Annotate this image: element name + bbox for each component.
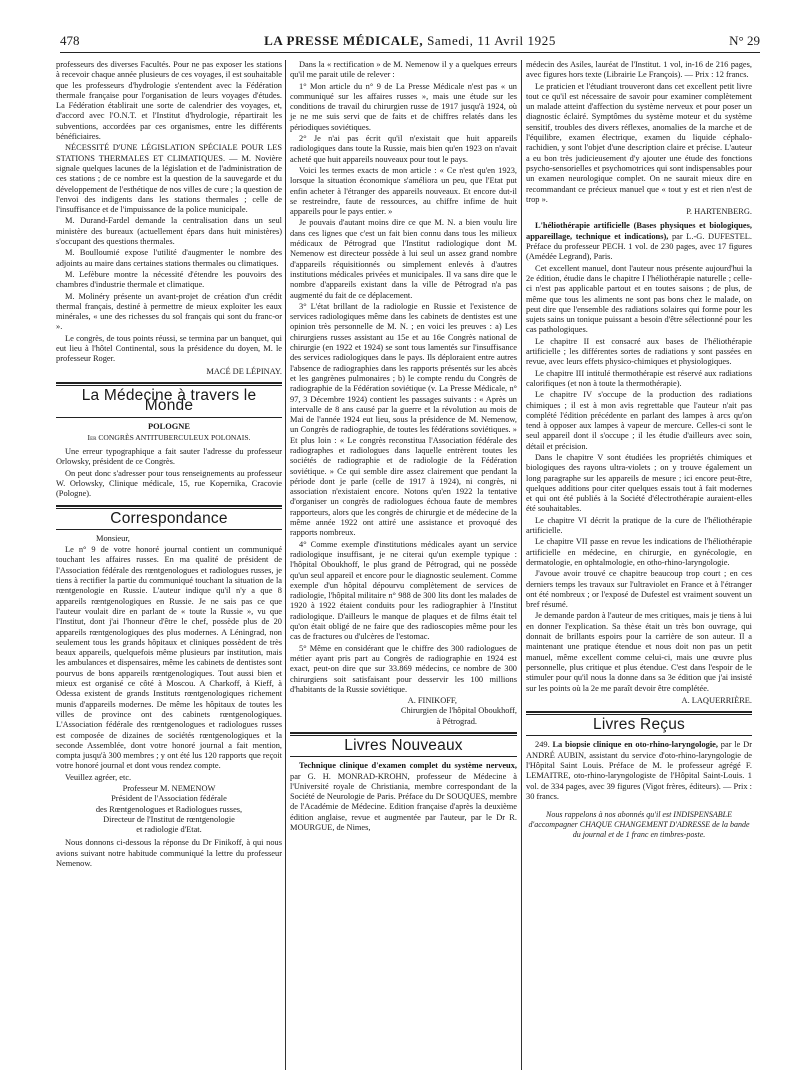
signature-line: Président de l'Association fédérale [111,794,227,804]
signature-line: des Rœntgenologues et Radiologues russes, [95,804,243,814]
paragraph: Cet excellent manuel, dont l'auteur nous présente aujourd'hui la 2e édition, étudie dans le chapitre I l'héliothérapie naturelle ; celle-ci n'est pas applicable partout et en toutes saisons ; de plus, de même que tous les aliments ne sont pas bons chez le malade, on peut dire que l'ensemble des radiations solaires qui forme pour les sujets sains un tonique puissant a besoin d'être sélectionné pour les cas pathologiques. [526,263,752,335]
book-entry [290,761,517,833]
issue-date: Samedi, 11 Avril 1925 [427,33,556,48]
paragraph: Je demande pardon à l'auteur de mes critiques, mais je tiens à lui en donner l'explication. Sa thèse était un très bon ouvrage, qui donnait de brillants espoirs pour la carrière de son auteur. Il a maintenant une pratique étendue et nous doit non pas un petit manuel, même excellent comme celui-ci, mais une œuvre plus personnelle, plus critique et plus étendue. C'est dans l'espoir de le stimuler pour qu'il nous la donne dans sa 3e édition que j'ai insisté sur les points où la 2e me paraît devoir être complétée. [526,611,752,693]
closing: Veuillez agréer, etc. [65,772,132,782]
column-divider [521,60,522,1070]
section-heading: La Médecine à travers le Monde [81,386,257,415]
signature-line: Chirurgien de l'hôpital Oboukhoff, [400,706,517,716]
paragraph: Dans la « rectification » de M. Nemenow il y a quelques erreurs qu'il me parait utile de relever : [290,60,517,80]
section-rule [56,385,282,386]
paragraph: Voici les termes exacts de mon article : « Ce n'est qu'en 1923, lorsque la situation économique s'améliora un peu, que l'Etat put enfin acheter à l'étranger des appareils nouveaux. Et encore dut-il se restreindre, faute de ressources, au chiffre infime de huit appareils pour le pays entier. » [290,165,517,217]
paragraph: 2° Je n'ai pas écrit qu'il n'existait que huit appareils radiologiques dans toute la Russie, mais bien qu'en 1923 on n'avait acheté que huit appareils nouveaux pour tout le pays. [290,134,517,164]
paragraph: M. Durand-Fardel demande la centralisation dans un seul ministère des bureaux (actuellement épars dans huit ministères) s'occupant des questions thermales. [56,216,282,247]
section-heading: Correspondance [110,509,228,527]
paragraph: Le chapitre III intitulé thermothérapie est réservé aux radiations calorifiques (et non à toute la thermothérapie). [526,368,752,388]
book-title: La biopsie clinique en oto-rhino-laryngologie, [552,740,718,750]
congress-heading: Ier CONGRÈS ANTITUBERCULEUX POLONAIS. [87,432,251,442]
author-signature: A. LAQUERRIÈRE. [681,695,752,705]
column-divider [285,60,286,1070]
book-details: par L.-G. DUFESTEL. Préface du professeur PECH. 1 vol. de 230 pages, avec 17 figures (Amédée Legrand), Paris. [526,231,752,262]
paragraph: 1° Mon article du n° 9 de La Presse Médicale n'est pas « un communiqué sur les affaires russes », mais une étude sur les conditions de travail du chirurgien russe de 1917 jusqu'à 1924, où je ne me suis servi que de faits et de chiffres relatés dans les périodiques soviétiques. [290,81,517,132]
journal-title: LA PRESSE MÉDICALE, [264,33,424,48]
section-rule [526,711,752,713]
issue-number: N° 29 [729,33,760,48]
page-number: 478 [60,33,80,48]
paragraph: 5° Même en considérant que le chiffre des 300 radiologues de métier ayant pris part au Congrès de radiographie en 1924 est exact, peut-on dire que sur 33.869 médecins, ce nombre de 300 chirurgiens soit satisfaisant pour desservir les 100 millions d'habitants de la Russie soviétique. [290,643,517,694]
received-book-entry [526,740,752,802]
country-heading: POLOGNE [148,421,190,431]
author-signature: MACÉ DE LÉPINAY. [206,366,282,376]
paragraph: médecin des Asiles, lauréat de l'Institut. 1 vol, in-16 de 216 pages, avec figures hors texte (Librairie Le François). — Prix : 12 francs. [526,60,752,80]
signature-line: Professeur M. NEMENOW [122,784,216,793]
paragraph: M. Molinéry présente un avant-projet de création d'un crédit thermal français, destiné à permettre de mieux exploiter les eaux minérales, « une des richesses du sol français qui sont du franc-or ». [56,291,282,332]
paragraph: On peut donc s'adresser pour tous renseignements au professeur W. Orlowsky, Clinique médicale, 15, rue Kopernika, Cracovie (Pologne). [56,468,282,499]
section-rule [56,508,282,509]
section-rule [290,735,517,736]
paragraph: Le chapitre II est consacré aux bases de l'héliothérapie artificielle ; les différentes sortes de radiations y sont passées en revue, avec leurs effets physico-chimiques et physiologiques. [526,336,752,367]
paragraph: M. Boulloumié expose l'utilité d'augmenter le nombre des adjoints au maire dans certaines stations thermales ou climatiques. [56,248,282,268]
subscriber-notice: Nous rappelons à nos abonnés qu'il est INDISPENSABLE d'accompagner CHAQUE CHANGEMENT D'ADRESSE de la bande du journal et de 1 franc en timbres-poste. [528,810,750,840]
signature-line: Directeur de l'Institut de rœntgenologie [103,814,235,824]
book-details: par G. H. MONRAD-KROHN, professeur de Médecine à l'Université royale de Christiania, membre correspondant de la Société de Neurologie de Paris. Préface du Dr SOUQUES, membre de l'Académie de Médecine. Edition française d'après la deuxième édition anglaise, revue et augmentée par l'auteur, par le Dr R. MOURGUE, de Nimes, [290,771,517,833]
journal-masthead [60,33,760,49]
section-rule [526,714,752,715]
section-rule [56,382,282,384]
book-details: par le Dr ANDRÉ AUBIN, assistant du service d'oto-rhino-laryngologie de l'Hôpital Saint Louis. Préface de M. le professeur agrégé F. LEMAITRE, oto-rhino-laryngologiste de l'Hôpital Saint-Louis. 1 vol. de 334 pages, avec 39 figures (Vigot frères, éditeurs). — Prix : 30 francs. [526,740,752,801]
section-rule [290,732,517,734]
section-rule [290,756,517,757]
book-entry [526,221,752,262]
paragraph: Une erreur typographique a fait sauter l'adresse du professeur Orlowsky, président de ce Congrès. [56,447,282,467]
letter-signature [56,784,282,835]
signature-line: et radiologie d'Etat. [136,825,202,835]
paragraph: Le n° 9 de votre honoré journal contient un communiqué touchant les affaires russes. En ma qualité de président de l'Association fédérale des rœntgenologues et radiologues russes, je tiens à rectifier la partie du communiqué touchant la situation de la rœntgenologie en Russie. L'auteur indique qu'il n'y a que 8 appareils rœntgenologiques en Russie. Je ne sais pas ce que l'auteur voulait dire en parlant de « toute la Russie », vu que l'Institut, dont j'ai l'honneur d'être le chef, possède plus de 20 appareils rœntgenologiques des plus modernes. A Léningrad, non seulement tous les grands hôpitaux et cliniques possèdent de très beaux appareils, quelquefois même plusieurs par institution, mais les ambulances et dispensaires, même les cabinets de dentistes sont pourvus de bons appareils rœntgenologiques. Tout aussi bien et mieux est organisé ce côté à Moscou. A Charkoff, à Kieff, à Odessa existent de grands Instituts rœntgenologiques richement munis d'appareils modernes. De même les hôpitaux de toutes les villes de province ont des cabinets rœntgenologiques. L'Association fédérale des rœntgenologues et radiologues russes est composée de dizaines de sociétés rœntgenologiques et la seconde Assemblée, dont votre honoré journal a fait mention, compta jusqu'à 300 membres ; y ont été lus 120 rapports que reçoit votre honoré journal et dont vous rendez compte. [56,545,282,771]
paragraph: professeurs des diverses Facultés. Pour ne pas exposer les stations à recevoir chaque année plusieurs de ces voyages, il est souhaitable que les professeurs d'hydrologie s'entendent avec la Fédération thermale française pour l'organisation de leurs voyages d'études. La Fédération établirait une sorte de calendrier des voyages, et, d'accord avec l'O.N.T. et l'Institut d'hydrologie, répartirait les subventions, accordées par ces organismes, entre les différents bénéficiaires. [56,60,282,142]
column-1 [56,60,282,870]
paragraph: Je pouvais d'autant moins dire ce que M. N. a bien voulu lire dans ces lignes que c'est un fait bien connu dans tous les milieux médicaux de Pétrograd que l'Institut radiologique dont M. Nemenow est directeur possède à lui seul un assez grand nombre d'appareils réquisitionnés ou simplement enlevés à d'autres institutions médicales privées et municipales. Il va sans dire que le nombre d'appareils existant dans la ville de Pétrograd n'a pas augmenté du fait de ce déplacement. [290,218,517,300]
signature-line: à Pétrograd. [436,716,477,726]
paragraph: Nous donnons ci-dessous la réponse du Dr Finikoff, à qui nous avions suivant notre habitude communiqué la lettre du professeur Nemenow. [56,838,282,869]
section-rule [56,505,282,507]
section-rule [526,735,752,736]
section-rule [56,417,282,418]
column-3 [526,60,752,840]
page-header [60,30,760,53]
section-heading: Livres Reçus [593,716,685,734]
paragraph: NÉCESSITÉ D'UNE LÉGISLATION SPÉCIALE POUR LES STATIONS THERMALES ET CLIMATIQUES. — M. Novière signale quelques lacunes de la législation et de l'administration de ces stations ; de ce nombre est la question de la sauvegarde et du développement de l'esthétique de nos villes de cure ; la question de l'envoi des indigents dans les stations thermales ; celle de l'insuffisance et de l'impuissance de la police municipale. [56,143,282,215]
column-2 [290,60,517,834]
author-signature [290,696,517,727]
paragraph: 3° L'état brillant de la radiologie en Russie et l'existence de services radiologiques même dans les cabinets de dentistes est une opinion très personnelle de M. N. ; en voici les preuves : a) Les chirurgiens russes assistant au 15e et au 16e Congrès national de chirurgie (en 1922 et 1924) se sont tous lamentés sur l'insuffisance des services radiologiques dans le pays. Ils déploraient entre autres l'absence de radiographies dans les rapports présentés sur les abcès et les gangrènes pulmonaires ; b) le compte rendu du Congrès de radiographie de la Fédération soviétique (v. La Presse Médicale, n° 97, 3 Décembre 1924) contient les passages suivants : « Après un intervalle de 8 ans causé par la guerre et la révolution au mois de Mai de l'année 1924 eut lieu, sous la présidence de M. Nemenow, un Congrès de radiographie, de toutes les fédérations soviétiques. » Et plus loin : « Le congrès reconstitua l'Association fédérale des radiographes et radiologues dans laquelle entrèrent toutes les sociétés de radiographie et de radiologie de la Fédération soviétique. » Ce qui semble dire assez clairement que pendant la période dont je parle (celle de 1917 à 1924), ni congrès, ni association n'existaient encore. Notons qu'en 1922 la tentative d'organiser un congrès de radiologues échoua faute de membres rapporteurs, alors que les congrès de chirurgie et de médecine de la même année 1922 ont attiré une assistance et provoqué des rapports nombreux. [290,301,517,538]
paragraph: 4° Comme exemple d'institutions médicales ayant un service radiologique insuffisant, je ne citerai qu'un exemple typique : l'hôpital Oboukhoff, le plus grand de Pétrograd, qui ne possède qu'un seul appareil et encore pour le diagnostic seulement. Comme exemple d'un hôpital dépourvu complètement de services de radiologie, l'hôpital militaire n° 988 de 300 lits dont les malades de 1920 à 1922 étaient conduits pour les radiographier à l'Institut radiologique. D'ailleurs le manque de plaques et de films était tel qu'on était obligé de ne faire que des radioscopies même pour les cas de fractures ou d'ulcères de l'estomac. [290,539,517,642]
paragraph: Dans le chapitre V sont étudiées les propriétés chimiques et biologiques des rayons ultra-violets ; on y trouve également un long paragraphe sur les appareils de mesure ; ici encore peut-être, quelques additions pour citer quelques essais tout à fait modernes et qui ont été publiés à la Société d'électrothérapie auraient-elles été souhaitables. [526,452,752,514]
book-title: L'héliothérapie artificielle (Bases physiques et biologiques, appareillage, technique et indications), [526,221,752,241]
paragraph: Le chapitre VI décrit la pratique de la cure de l'héliothérapie artificielle. [526,515,752,536]
paragraph: Le chapitre IV s'occupe de la production des radiations chimiques ; il est à mon avis regrettable que l'auteur n'ait pas complété l'édition précédente en parlant des lampes à arcs qu'on tend à opposer aux lampes à vapeur de mercure. Celles-ci sont le seul appareil dont il s'occupe ; il les étudie d'ailleurs avec soin, détail et précision. [526,390,752,451]
entry-number: 249. [535,740,550,750]
section-heading: Livres Nouveaux [344,737,463,754]
salutation: Monsieur, [96,533,130,543]
signature-line: A. FINIKOFF, [407,696,457,706]
paragraph: Le praticien et l'étudiant trouveront dans cet excellent petit livre tout ce qu'il est nécessaire de savoir pour examiner complètement un malade atteint d'affection du système nerveux et pour poser un diagnostic éclairé. Symptômes du système moteur et du système sensitif, troubles des divers réflexes, anomalies de la marche et de l'équilibre, examen électrique, examen du liquide céphalo-rachidien, y sont l'objet d'une description claire et précise. L'auteur a eu bon très judicieusement d'y ajouter une étude des fonctions psycho-sensorielles et psychomotrices qui sont indispensables pour un examen neurologique complet. On ne saurait mieux dire en recommandant ce précieux manuel que « tout y est et rien n'est de trop ». [526,81,752,204]
paragraph: J'avoue avoir trouvé ce chapitre beaucoup trop court ; en ces derniers temps les travaux sur l'ultraviolet en France et à l'étranger ont été nombreux ; or l'exposé de Dufestel est vraiment souvent un bref résumé. [526,569,752,610]
section-rule [56,529,282,530]
paragraph: Le chapitre VII passe en revue les indications de l'héliothérapie artificielle en médecine, en chirurgie, en gynécologie, en dermatologie, en ophtalmologie, en otho-rhino-laryngologie. [526,537,752,567]
paragraph: Le congrès, de tous points réussi, se termina par un banquet, qui eut lieu à l'hôtel Continental, sous la présidence du doyen, M. le professeur Roger. [56,333,282,364]
author-signature: P. HARTENBERG. [686,207,752,217]
book-title: Technique clinique d'examen complet du système nerveux, [299,761,517,771]
paragraph: M. Lefèbure montre la nécessité d'étendre les pouvoirs des chambres d'industrie thermale et climatique. [56,269,282,290]
